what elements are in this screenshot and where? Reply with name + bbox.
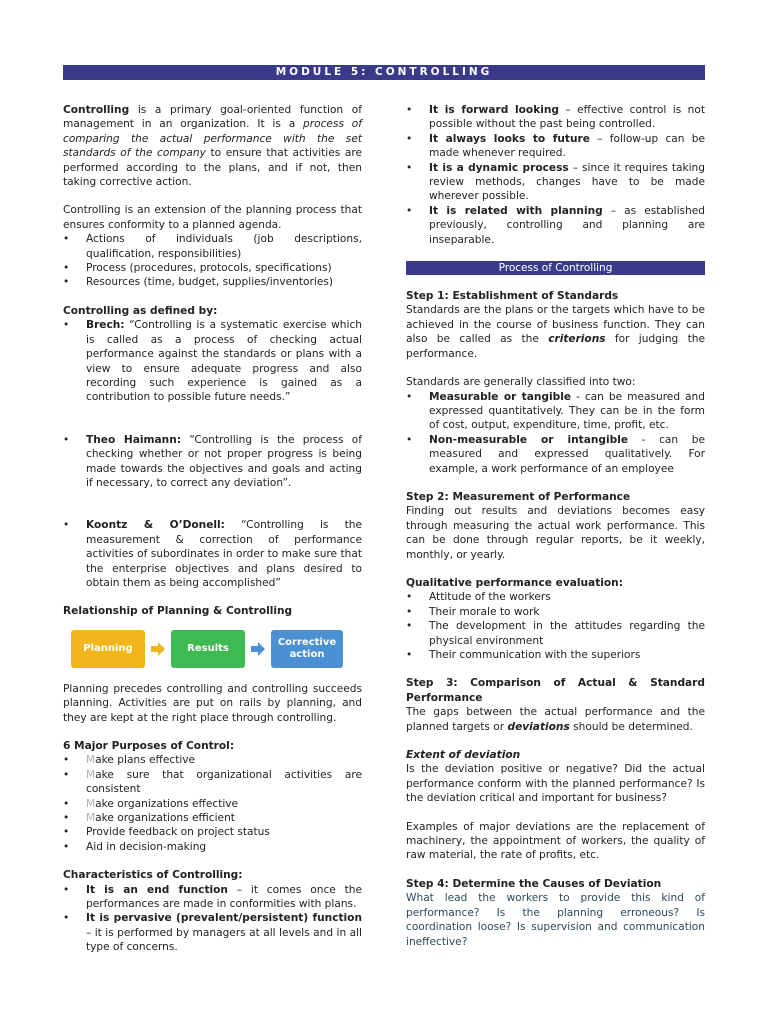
- arrow-right-icon: [151, 642, 165, 656]
- initial-letter: M: [86, 797, 96, 810]
- flow-box-results: Results: [171, 630, 245, 668]
- item-bold: It is pervasive (prevalent/persistent) function: [86, 912, 362, 925]
- item-bold: It is an end function: [86, 883, 228, 896]
- extent-heading: Extent of deviation: [406, 749, 521, 762]
- list-item: [63, 797, 362, 811]
- definition-text: “Controlling is the process of checking whether or not proper progress is being made towards the objectives and goals and acting if necessary, to correct any deviation”.: [86, 433, 362, 489]
- characteristics-heading: Characteristics of Controlling:: [63, 869, 243, 882]
- module-banner: MODULE 5: CONTROLLING: [63, 65, 705, 80]
- initial-letter: P: [86, 826, 93, 839]
- intro-italic: process of comparing the actual performance with the set standards of the company: [63, 118, 362, 160]
- step3-heading: Step 3: Comparison of Actual & Standard Performance: [406, 677, 705, 704]
- step4-heading: Step 4: Determine the Causes of Deviation: [406, 877, 662, 890]
- qualitative-heading: Qualitative performance evaluation:: [406, 576, 623, 589]
- step3-text-2: should be determined.: [569, 720, 693, 733]
- item-text: – it is performed by managers at all levels and in all type of concerns.: [86, 926, 362, 954]
- initial-letter: A: [86, 840, 94, 853]
- definition-item: [63, 318, 362, 404]
- extent-paragraph: Is the deviation positive or negative? Did the actual performance conform with the planned performance? Is the deviation critical and important for business?: [406, 763, 705, 805]
- list-item: [63, 811, 362, 825]
- list-item: • Attitude of the workers: [406, 590, 705, 604]
- right-column: [406, 103, 705, 949]
- list-item: [406, 390, 705, 433]
- item-text: rovide feedback on project status: [92, 826, 270, 839]
- list-item: [406, 433, 705, 476]
- step4-paragraph: What lead the workers to provide this kind of performance? Is the planning erroneous? Is coordination loose? Is supervision and communication ineffective?: [406, 892, 705, 948]
- definitions-list: [63, 318, 362, 404]
- intro-paragraph: [63, 103, 362, 189]
- purposes-heading: 6 Major Purposes of Control:: [63, 740, 235, 752]
- arrow-right-icon: [251, 642, 265, 656]
- item-text: - can be measured and expressed quantitatively. They can be in the form of cost, output, expenditure, time, profit, etc.: [429, 390, 705, 432]
- purposes-list: [63, 753, 362, 854]
- item-bold: Measurable or tangible: [429, 390, 572, 403]
- extension-list: [63, 232, 362, 290]
- extension-paragraph: Controlling is an extension of the planning process that ensures conformity to a planned agenda.: [63, 204, 362, 231]
- list-item: [63, 753, 362, 767]
- classified-paragraph: Standards are generally classified into two:: [406, 376, 636, 389]
- list-item: [406, 103, 705, 132]
- item-text: id in decision-making: [93, 840, 207, 853]
- definition-name: Koontz & O’Donell:: [86, 519, 225, 532]
- list-item: • Their communication with the superiors: [406, 648, 705, 662]
- definitions-list-3: [63, 518, 362, 590]
- step1-text-1: Standards are the plans or the targets which have to be achieved in the course of business function. They can also be called as the: [406, 304, 705, 346]
- relationship-paragraph: Planning precedes controlling and controlling succeeds planning. Activities are put on rails by planning, and they are kept at the right place through controlling.: [63, 682, 362, 724]
- characteristics-list-continued: [406, 103, 705, 247]
- flow-box-corrective-action: Corrective action: [271, 630, 343, 668]
- step2-paragraph: Finding out results and deviations becomes easy through measuring the actual work performance. This can be done through regular reports, be it weekly, monthly, or yearly.: [406, 505, 705, 561]
- step2-heading: Step 2: Measurement of Performance: [406, 490, 631, 503]
- list-item: [63, 768, 362, 797]
- definitions-list-2: [63, 433, 362, 491]
- list-item: [63, 911, 362, 954]
- step3-emphasis: deviations: [507, 720, 570, 733]
- intro-text-1: is a primary goal-oriented function of management in an organization. It is a: [63, 104, 362, 131]
- item-text: ake plans effective: [95, 754, 196, 767]
- step1-heading: Step 1: Establishment of Standards: [406, 290, 619, 303]
- definition-text: “Controlling is a systematic exercise which is called as a process of checking actual performance against the standards or plans with a view to ensure adequate progress and also recording such experience is gained as a contribution to possible future needs.”: [86, 319, 362, 404]
- defined-heading: Controlling as defined by:: [63, 304, 218, 317]
- definition-item: [63, 433, 362, 491]
- list-item: [63, 840, 362, 854]
- item-bold: It is forward looking: [429, 104, 560, 116]
- item-text: – since it requires taking review methods, changes have to be made wherever possible.: [429, 161, 705, 203]
- process-banner: Process of Controlling: [406, 261, 705, 275]
- item-bold: Non-measurable or intangible: [429, 433, 629, 446]
- item-text: - can be measured and expressed qualitatively. For example, a work performance of an employee: [429, 433, 705, 475]
- item-text: – follow-up can be made whenever required.: [429, 132, 706, 160]
- step3-paragraph: [406, 705, 705, 734]
- initial-letter: M: [86, 768, 96, 781]
- item-bold: It is related with planning: [429, 204, 603, 217]
- definition-item: [63, 518, 362, 590]
- step1-paragraph: [406, 303, 705, 361]
- list-item: • The development in the attitudes regarding the physical environment: [406, 619, 705, 648]
- initial-letter: M: [86, 812, 96, 825]
- list-item: • Resources (time, budget, supplies/inventories): [63, 275, 362, 289]
- examples-paragraph: Examples of major deviations are the replacement of machinery, the appointment of workers, the quality of raw material, the rate of profits, etc.: [406, 820, 705, 862]
- item-text: – as established previously, controlling and planning are inseparable.: [429, 204, 705, 246]
- item-bold: It is a dynamic process: [429, 161, 569, 174]
- relationship-heading: Relationship of Planning & Controlling: [63, 605, 293, 618]
- step1-emphasis: criterions: [548, 333, 606, 346]
- initial-letter: M: [86, 754, 96, 767]
- item-text: ake organizations efficient: [95, 812, 235, 825]
- list-item: • Their morale to work: [406, 605, 705, 619]
- step3-text-1: The gaps between the actual performance and the planned targets or: [406, 706, 705, 733]
- list-item: [406, 204, 705, 247]
- list-item: [406, 132, 705, 161]
- flow-box-planning: Planning: [71, 630, 145, 668]
- item-text: – effective control is not possible without the past being controlled.: [429, 104, 705, 131]
- item-text: – it comes once the performances are made in conformities with plans.: [86, 883, 362, 911]
- left-column: [63, 103, 362, 955]
- list-item: [63, 883, 362, 912]
- classes-list: [406, 390, 705, 476]
- intro-term: Controlling: [63, 104, 130, 116]
- list-item: • Actions of individuals (job descriptions, qualification, responsibilities): [63, 232, 362, 261]
- step1-text-2: for judging the performance.: [406, 333, 705, 360]
- item-bold: It always looks to future: [429, 132, 590, 145]
- list-item: • Process (procedures, protocols, specifications): [63, 261, 362, 275]
- definition-name: Brech:: [86, 319, 125, 332]
- list-item: [406, 161, 705, 204]
- characteristics-list: [63, 883, 362, 955]
- qualitative-list: [406, 590, 705, 662]
- definition-name: Theo Haimann:: [86, 433, 182, 446]
- item-text: ake sure that organizational activities are consistent: [86, 768, 362, 796]
- planning-flow-diagram: [71, 630, 362, 668]
- item-text: ake organizations effective: [95, 797, 239, 810]
- definition-text: “Controlling is the measurement & correction of performance activities of subordinates in order to make sure that the enterprise objectives and plans desired to obtain them as being accomplished”: [86, 519, 362, 589]
- intro-text-2: to ensure that activities are performed according to the plans, and if not, then taking corrective action.: [63, 147, 362, 189]
- list-item: [63, 825, 362, 839]
